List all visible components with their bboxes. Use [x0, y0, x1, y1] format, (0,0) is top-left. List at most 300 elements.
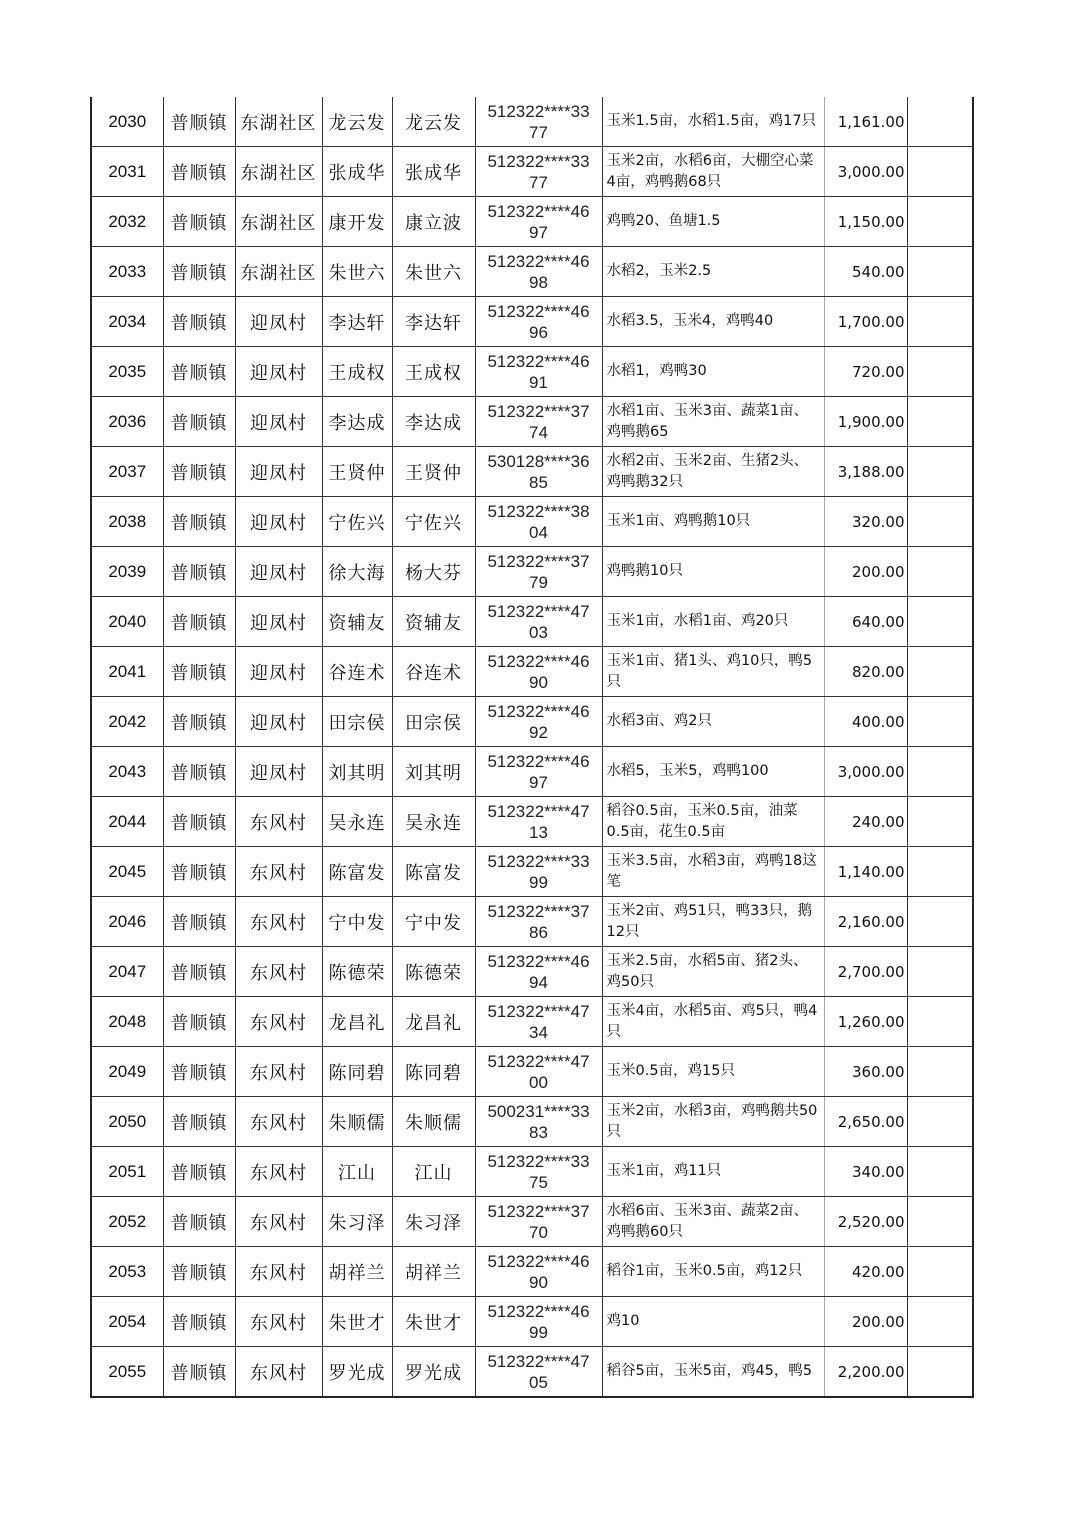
loss-description-cell: 稻谷1亩，玉米0.5亩，鸡12只: [602, 1247, 824, 1297]
town-cell: 普顺镇: [163, 1297, 235, 1347]
id-number-part1: 512322****47: [487, 1001, 590, 1021]
household-head-cell: 徐大海: [322, 547, 392, 597]
town-cell: 普顺镇: [163, 97, 235, 147]
row-number-cell: 2036: [91, 397, 163, 447]
row-number-cell: 2052: [91, 1197, 163, 1247]
id-number-part2: 90: [529, 672, 548, 692]
remarks-cell: [907, 397, 973, 447]
id-number-cell: [475, 1247, 602, 1297]
amount-cell: 3,000.00: [824, 147, 907, 197]
row-number-cell: 2046: [91, 897, 163, 947]
id-number-part1: 512322****46: [487, 701, 590, 721]
remarks-cell: [907, 347, 973, 397]
village-cell: 东湖社区: [235, 97, 322, 147]
member-name-cell: 宁佐兴: [392, 497, 475, 547]
village-cell: 东风村: [235, 1197, 322, 1247]
id-number-cell: [475, 697, 602, 747]
id-number-part2: 86: [529, 922, 548, 942]
village-cell: 迎凤村: [235, 447, 322, 497]
id-number-part1: 512322****37: [487, 1201, 590, 1221]
table-row: [91, 647, 973, 697]
id-number-part2: 70: [529, 1222, 548, 1242]
row-number-cell: 2032: [91, 197, 163, 247]
remarks-cell: [907, 1297, 973, 1347]
amount-cell: 2,200.00: [824, 1347, 907, 1398]
id-number-cell: [475, 1047, 602, 1097]
id-number-part2: 13: [529, 822, 548, 842]
member-name-cell: 胡祥兰: [392, 1247, 475, 1297]
household-head-cell: 胡祥兰: [322, 1247, 392, 1297]
member-name-cell: 杨大芬: [392, 547, 475, 597]
village-cell: 迎凤村: [235, 697, 322, 747]
amount-cell: 1,150.00: [824, 197, 907, 247]
loss-description-cell: 水稻3.5，玉米4，鸡鸭40: [602, 297, 824, 347]
loss-description-cell: 鸡鸭20、鱼塘1.5: [602, 197, 824, 247]
id-number-part1: 512322****46: [487, 751, 590, 771]
household-head-cell: 龙昌礼: [322, 997, 392, 1047]
id-number-part2: 94: [529, 972, 548, 992]
remarks-cell: [907, 897, 973, 947]
id-number-part1: 512322****47: [487, 601, 590, 621]
id-number-part1: 530128****36: [487, 451, 590, 471]
town-cell: 普顺镇: [163, 1147, 235, 1197]
table-row: [91, 697, 973, 747]
table-row: [91, 747, 973, 797]
id-number-part1: 512322****33: [487, 1151, 590, 1171]
town-cell: 普顺镇: [163, 947, 235, 997]
row-number-cell: 2051: [91, 1147, 163, 1197]
row-number-cell: 2044: [91, 797, 163, 847]
member-name-cell: 朱世六: [392, 247, 475, 297]
id-number-part1: 512322****33: [487, 851, 590, 871]
town-cell: 普顺镇: [163, 497, 235, 547]
amount-cell: 3,188.00: [824, 447, 907, 497]
household-head-cell: 江山: [322, 1147, 392, 1197]
table-row: [91, 247, 973, 297]
row-number-cell: 2042: [91, 697, 163, 747]
town-cell: 普顺镇: [163, 1347, 235, 1398]
town-cell: 普顺镇: [163, 797, 235, 847]
row-number-cell: 2055: [91, 1347, 163, 1398]
household-head-cell: 朱顺儒: [322, 1097, 392, 1147]
member-name-cell: 资辅友: [392, 597, 475, 647]
id-number-part1: 512322****46: [487, 1301, 590, 1321]
amount-cell: 720.00: [824, 347, 907, 397]
member-name-cell: 罗光成: [392, 1347, 475, 1398]
table-row: [91, 347, 973, 397]
town-cell: 普顺镇: [163, 347, 235, 397]
household-head-cell: 资辅友: [322, 597, 392, 647]
household-head-cell: 朱世才: [322, 1297, 392, 1347]
id-number-cell: [475, 397, 602, 447]
amount-cell: 2,160.00: [824, 897, 907, 947]
remarks-cell: [907, 1197, 973, 1247]
member-name-cell: 李达轩: [392, 297, 475, 347]
household-head-cell: 陈同碧: [322, 1047, 392, 1097]
remarks-cell: [907, 997, 973, 1047]
id-number-part1: 512322****47: [487, 801, 590, 821]
amount-cell: 3,000.00: [824, 747, 907, 797]
village-cell: 东湖社区: [235, 197, 322, 247]
household-head-cell: 田宗侯: [322, 697, 392, 747]
id-number-part2: 90: [529, 1272, 548, 1292]
member-name-cell: 龙云发: [392, 97, 475, 147]
row-number-cell: 2053: [91, 1247, 163, 1297]
remarks-cell: [907, 1147, 973, 1197]
id-number-part2: 77: [529, 122, 548, 142]
loss-description-cell: 玉米0.5亩，鸡15只: [602, 1047, 824, 1097]
table-row: [91, 897, 973, 947]
household-head-cell: 谷连术: [322, 647, 392, 697]
id-number-part2: 97: [529, 772, 548, 792]
id-number-cell: [475, 1297, 602, 1347]
amount-cell: 2,520.00: [824, 1197, 907, 1247]
remarks-cell: [907, 197, 973, 247]
row-number-cell: 2035: [91, 347, 163, 397]
remarks-cell: [907, 447, 973, 497]
amount-cell: 1,140.00: [824, 847, 907, 897]
row-number-cell: 2045: [91, 847, 163, 897]
town-cell: 普顺镇: [163, 897, 235, 947]
loss-description-cell: 水稻1亩、玉米3亩、蔬菜1亩、鸡鸭鹅65: [602, 397, 824, 447]
amount-cell: 820.00: [824, 647, 907, 697]
village-cell: 迎凤村: [235, 647, 322, 697]
household-head-cell: 刘其明: [322, 747, 392, 797]
row-number-cell: 2030: [91, 97, 163, 147]
household-head-cell: 朱世六: [322, 247, 392, 297]
amount-cell: 360.00: [824, 1047, 907, 1097]
household-head-cell: 罗光成: [322, 1347, 392, 1398]
id-number-part2: 85: [529, 472, 548, 492]
table-row: [91, 1097, 973, 1147]
loss-description-cell: 水稻6亩、玉米3亩、蔬菜2亩、鸡鸭鹅60只: [602, 1197, 824, 1247]
household-head-cell: 朱习泽: [322, 1197, 392, 1247]
remarks-cell: [907, 247, 973, 297]
household-head-cell: 康开发: [322, 197, 392, 247]
table-row: [91, 1047, 973, 1097]
row-number-cell: 2034: [91, 297, 163, 347]
id-number-part2: 92: [529, 722, 548, 742]
amount-cell: 2,700.00: [824, 947, 907, 997]
id-number-part1: 512322****37: [487, 901, 590, 921]
loss-description-cell: 稻谷0.5亩，玉米0.5亩，油菜0.5亩，花生0.5亩: [602, 797, 824, 847]
remarks-cell: [907, 947, 973, 997]
village-cell: 东风村: [235, 997, 322, 1047]
row-number-cell: 2049: [91, 1047, 163, 1097]
table-row: [91, 1197, 973, 1247]
town-cell: 普顺镇: [163, 597, 235, 647]
loss-description-cell: 水稻1，鸡鸭30: [602, 347, 824, 397]
id-number-part1: 512322****46: [487, 1251, 590, 1271]
remarks-cell: [907, 1247, 973, 1297]
household-head-cell: 龙云发: [322, 97, 392, 147]
id-number-part1: 512322****46: [487, 301, 590, 321]
remarks-cell: [907, 547, 973, 597]
remarks-cell: [907, 1347, 973, 1398]
id-number-part1: 512322****33: [487, 101, 590, 121]
id-number-part2: 05: [529, 1372, 548, 1392]
id-number-part1: 500231****33: [487, 1101, 590, 1121]
id-number-part1: 512322****46: [487, 251, 590, 271]
village-cell: 迎凤村: [235, 347, 322, 397]
remarks-cell: [907, 497, 973, 547]
village-cell: 东风村: [235, 1297, 322, 1347]
household-head-cell: 陈德荣: [322, 947, 392, 997]
amount-cell: 320.00: [824, 497, 907, 547]
table-row: [91, 1297, 973, 1347]
remarks-cell: [907, 297, 973, 347]
id-number-cell: [475, 1147, 602, 1197]
id-number-cell: [475, 497, 602, 547]
remarks-cell: [907, 597, 973, 647]
town-cell: 普顺镇: [163, 197, 235, 247]
village-cell: 迎凤村: [235, 397, 322, 447]
table-row: [91, 97, 973, 147]
loss-description-cell: 水稻3亩、鸡2只: [602, 697, 824, 747]
household-head-cell: 李达轩: [322, 297, 392, 347]
loss-description-cell: 水稻5，玉米5，鸡鸭100: [602, 747, 824, 797]
row-number-cell: 2033: [91, 247, 163, 297]
id-number-cell: [475, 847, 602, 897]
id-number-part1: 512322****37: [487, 401, 590, 421]
member-name-cell: 陈富发: [392, 847, 475, 897]
town-cell: 普顺镇: [163, 397, 235, 447]
row-number-cell: 2038: [91, 497, 163, 547]
id-number-part2: 97: [529, 222, 548, 242]
remarks-cell: [907, 697, 973, 747]
loss-description-cell: 玉米2亩，水稻3亩，鸡鸭鹅共50只: [602, 1097, 824, 1147]
amount-cell: 240.00: [824, 797, 907, 847]
village-cell: 东风村: [235, 897, 322, 947]
id-number-cell: [475, 647, 602, 697]
village-cell: 东风村: [235, 1247, 322, 1297]
household-head-cell: 吴永连: [322, 797, 392, 847]
id-number-part2: 83: [529, 1122, 548, 1142]
id-number-part2: 79: [529, 572, 548, 592]
table-row: [91, 147, 973, 197]
remarks-cell: [907, 797, 973, 847]
amount-cell: 2,650.00: [824, 1097, 907, 1147]
id-number-part2: 03: [529, 622, 548, 642]
row-number-cell: 2031: [91, 147, 163, 197]
id-number-cell: [475, 897, 602, 947]
table-row: [91, 447, 973, 497]
id-number-part1: 512322****47: [487, 1351, 590, 1371]
household-head-cell: 王贤仲: [322, 447, 392, 497]
town-cell: 普顺镇: [163, 297, 235, 347]
household-head-cell: 李达成: [322, 397, 392, 447]
id-number-cell: [475, 147, 602, 197]
table-row: [91, 397, 973, 447]
row-number-cell: 2043: [91, 747, 163, 797]
remarks-cell: [907, 847, 973, 897]
village-cell: 东风村: [235, 847, 322, 897]
table-row: [91, 1147, 973, 1197]
id-number-cell: [475, 347, 602, 397]
village-cell: 东风村: [235, 947, 322, 997]
remarks-cell: [907, 1097, 973, 1147]
id-number-part2: 91: [529, 372, 548, 392]
member-name-cell: 王贤仲: [392, 447, 475, 497]
loss-description-cell: 鸡鸭鹅10只: [602, 547, 824, 597]
table-row: [91, 197, 973, 247]
village-cell: 东风村: [235, 797, 322, 847]
household-head-cell: 王成权: [322, 347, 392, 397]
amount-cell: 1,161.00: [824, 97, 907, 147]
id-number-cell: [475, 997, 602, 1047]
amount-cell: 400.00: [824, 697, 907, 747]
amount-cell: 1,260.00: [824, 997, 907, 1047]
amount-cell: 200.00: [824, 547, 907, 597]
town-cell: 普顺镇: [163, 247, 235, 297]
amount-cell: 1,900.00: [824, 397, 907, 447]
village-cell: 迎凤村: [235, 747, 322, 797]
town-cell: 普顺镇: [163, 1197, 235, 1247]
id-number-part2: 75: [529, 1172, 548, 1192]
member-name-cell: 龙昌礼: [392, 997, 475, 1047]
row-number-cell: 2041: [91, 647, 163, 697]
town-cell: 普顺镇: [163, 647, 235, 697]
id-number-cell: [475, 97, 602, 147]
village-cell: 东风村: [235, 1347, 322, 1398]
loss-description-cell: 玉米4亩，水稻5亩、鸡5只，鸭4只: [602, 997, 824, 1047]
id-number-part2: 04: [529, 522, 548, 542]
id-number-cell: [475, 597, 602, 647]
remarks-cell: [907, 1047, 973, 1097]
member-name-cell: 陈同碧: [392, 1047, 475, 1097]
table-row: [91, 597, 973, 647]
loss-description-cell: 玉米1.5亩，水稻1.5亩，鸡17只: [602, 97, 824, 147]
village-cell: 东风村: [235, 1047, 322, 1097]
amount-cell: 1,700.00: [824, 297, 907, 347]
household-head-cell: 张成华: [322, 147, 392, 197]
town-cell: 普顺镇: [163, 547, 235, 597]
village-cell: 迎凤村: [235, 497, 322, 547]
table-row: [91, 1347, 973, 1398]
table-row: [91, 797, 973, 847]
member-name-cell: 康立波: [392, 197, 475, 247]
household-head-cell: 陈富发: [322, 847, 392, 897]
town-cell: 普顺镇: [163, 147, 235, 197]
loss-description-cell: 玉米1亩，鸡11只: [602, 1147, 824, 1197]
loss-description-cell: 玉米2亩、鸡51只，鸭33只，鹅12只: [602, 897, 824, 947]
id-number-cell: [475, 197, 602, 247]
id-number-part2: 77: [529, 172, 548, 192]
remarks-cell: [907, 747, 973, 797]
table-row: [91, 497, 973, 547]
id-number-part2: 74: [529, 422, 548, 442]
id-number-part2: 98: [529, 272, 548, 292]
amount-cell: 420.00: [824, 1247, 907, 1297]
village-cell: 东湖社区: [235, 147, 322, 197]
village-cell: 迎凤村: [235, 597, 322, 647]
id-number-cell: [475, 1347, 602, 1398]
id-number-cell: [475, 447, 602, 497]
member-name-cell: 张成华: [392, 147, 475, 197]
member-name-cell: 田宗侯: [392, 697, 475, 747]
id-number-cell: [475, 547, 602, 597]
remarks-cell: [907, 147, 973, 197]
table-row: [91, 547, 973, 597]
row-number-cell: 2054: [91, 1297, 163, 1347]
id-number-part2: 96: [529, 322, 548, 342]
member-name-cell: 李达成: [392, 397, 475, 447]
row-number-cell: 2048: [91, 997, 163, 1047]
loss-description-cell: 玉米3.5亩，水稻3亩，鸡鸭18这笔: [602, 847, 824, 897]
id-number-cell: [475, 747, 602, 797]
member-name-cell: 朱顺儒: [392, 1097, 475, 1147]
amount-cell: 540.00: [824, 247, 907, 297]
table-row: [91, 1247, 973, 1297]
loss-description-cell: 水稻2亩、玉米2亩、生猪2头、鸡鸭鹅32只: [602, 447, 824, 497]
row-number-cell: 2039: [91, 547, 163, 597]
member-name-cell: 谷连术: [392, 647, 475, 697]
table-row: [91, 847, 973, 897]
id-number-part2: 34: [529, 1022, 548, 1042]
loss-description-cell: 玉米1亩，水稻1亩、鸡20只: [602, 597, 824, 647]
id-number-part1: 512322****37: [487, 551, 590, 571]
amount-cell: 340.00: [824, 1147, 907, 1197]
member-name-cell: 吴永连: [392, 797, 475, 847]
town-cell: 普顺镇: [163, 697, 235, 747]
data-table: [90, 97, 974, 1398]
amount-cell: 640.00: [824, 597, 907, 647]
village-cell: 迎凤村: [235, 547, 322, 597]
row-number-cell: 2040: [91, 597, 163, 647]
loss-description-cell: 稻谷5亩，玉米5亩，鸡45，鸭5: [602, 1347, 824, 1398]
village-cell: 迎凤村: [235, 297, 322, 347]
id-number-part1: 512322****38: [487, 501, 590, 521]
member-name-cell: 王成权: [392, 347, 475, 397]
town-cell: 普顺镇: [163, 1047, 235, 1097]
member-name-cell: 江山: [392, 1147, 475, 1197]
id-number-part1: 512322****46: [487, 351, 590, 371]
loss-description-cell: 玉米2.5亩，水稻5亩、猪2头、鸡50只: [602, 947, 824, 997]
remarks-cell: [907, 97, 973, 147]
loss-description-cell: 玉米2亩，水稻6亩，大棚空心菜4亩，鸡鸭鹅68只: [602, 147, 824, 197]
member-name-cell: 陈德荣: [392, 947, 475, 997]
loss-description-cell: 玉米1亩、鸡鸭鹅10只: [602, 497, 824, 547]
household-head-cell: 宁中发: [322, 897, 392, 947]
id-number-cell: [475, 797, 602, 847]
member-name-cell: 宁中发: [392, 897, 475, 947]
loss-description-cell: 水稻2，玉米2.5: [602, 247, 824, 297]
id-number-part2: 99: [529, 872, 548, 892]
row-number-cell: 2037: [91, 447, 163, 497]
table-row: [91, 997, 973, 1047]
village-cell: 东风村: [235, 1147, 322, 1197]
household-head-cell: 宁佐兴: [322, 497, 392, 547]
id-number-part1: 512322****46: [487, 201, 590, 221]
id-number-part1: 512322****46: [487, 951, 590, 971]
town-cell: 普顺镇: [163, 447, 235, 497]
id-number-cell: [475, 297, 602, 347]
member-name-cell: 朱世才: [392, 1297, 475, 1347]
amount-cell: 200.00: [824, 1297, 907, 1347]
town-cell: 普顺镇: [163, 847, 235, 897]
table-row: [91, 947, 973, 997]
row-number-cell: 2047: [91, 947, 163, 997]
loss-description-cell: 玉米1亩、猪1头、鸡10只，鸭5只: [602, 647, 824, 697]
id-number-cell: [475, 947, 602, 997]
id-number-part2: 99: [529, 1322, 548, 1342]
remarks-cell: [907, 647, 973, 697]
town-cell: 普顺镇: [163, 1247, 235, 1297]
row-number-cell: 2050: [91, 1097, 163, 1147]
town-cell: 普顺镇: [163, 747, 235, 797]
member-name-cell: 朱习泽: [392, 1197, 475, 1247]
town-cell: 普顺镇: [163, 997, 235, 1047]
